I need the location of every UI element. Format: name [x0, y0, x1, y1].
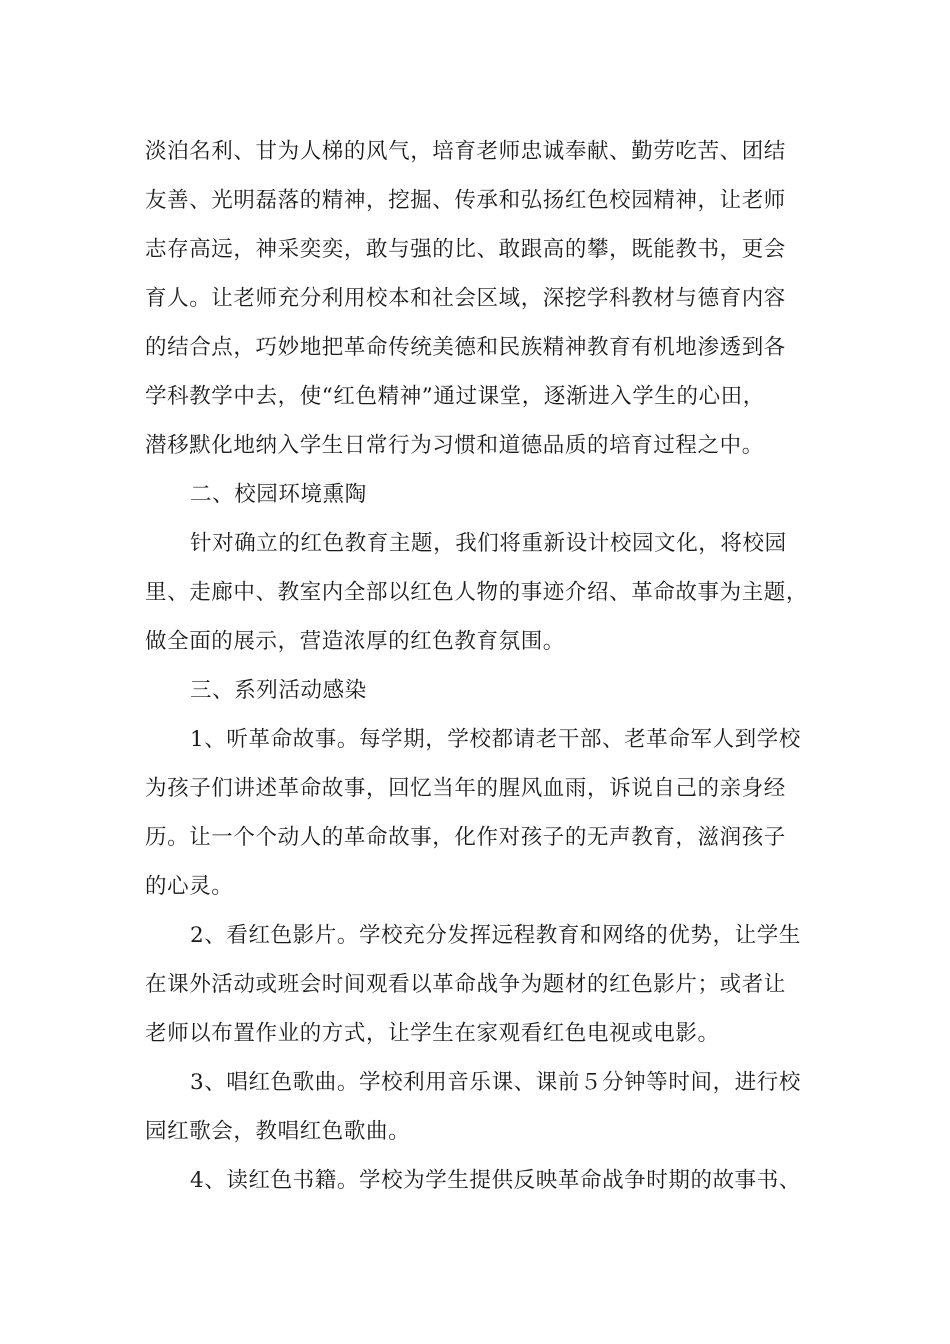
text-line: 3、唱红色歌曲。学校利用音乐课、课前５分钟等时间，进行校	[190, 1070, 801, 1095]
text-line: 潜移默化地纳入学生日常行为习惯和道德品质的培育过程之中。	[145, 433, 764, 458]
text-line: 4、读红色书籍。学校为学生提供反映革命战争时期的故事书、	[190, 1168, 801, 1193]
text-line: 的心灵。	[145, 874, 234, 899]
text-line: 育人。让老师充分利用校本和社会区域，深挖学科教材与德育内容	[145, 286, 786, 311]
text-line: 淡泊名利、甘为人梯的风气，培育老师忠诚奉献、勤劳吃苦、团结	[145, 139, 786, 164]
text-line: 的结合点，巧妙地把革命传统美德和民族精神教育有机地渗透到各	[145, 335, 786, 360]
section-heading: 三、系列活动感染	[190, 678, 367, 703]
text-line: 老师以布置作业的方式，让学生在家观看红色电视或电影。	[145, 1021, 720, 1046]
text-line: 在课外活动或班会时间观看以革命战争为题材的红色影片；或者让	[145, 972, 786, 997]
text-line: 1、听革命故事。每学期，学校都请老干部、老革命军人到学校	[190, 727, 801, 752]
text-line: 针对确立的红色教育主题，我们将重新设计校园文化，将校园	[190, 531, 787, 556]
text-line: 里、走廊中、教室内全部以红色人物的事迹介绍、革命故事为主题，	[145, 580, 809, 605]
text-line: 做全面的展示，营造浓厚的红色教育氛围。	[145, 629, 565, 654]
section-heading: 二、校园环境熏陶	[190, 482, 367, 507]
text-line: 友善、光明磊落的精神，挖掘、传承和弘扬红色校园精神，让老师	[145, 188, 786, 213]
text-line: 为孩子们讲述革命故事，回忆当年的腥风血雨，诉说自己的亲身经	[145, 776, 786, 801]
text-line: 学科教学中去，使“红色精神”通过课堂，逐渐进入学生的心田，	[145, 384, 765, 409]
text-line: 2、看红色影片。学校充分发挥远程教育和网络的优势，让学生	[190, 923, 801, 948]
text-line: 志存高远，神采奕奕，敢与强的比、敢跟高的攀，既能教书，更会	[145, 237, 786, 262]
text-line: 园红歌会，教唱红色歌曲。	[145, 1119, 411, 1144]
text-line: 历。让一个个动人的革命故事，化作对孩子的无声教育，滋润孩子	[145, 825, 786, 850]
